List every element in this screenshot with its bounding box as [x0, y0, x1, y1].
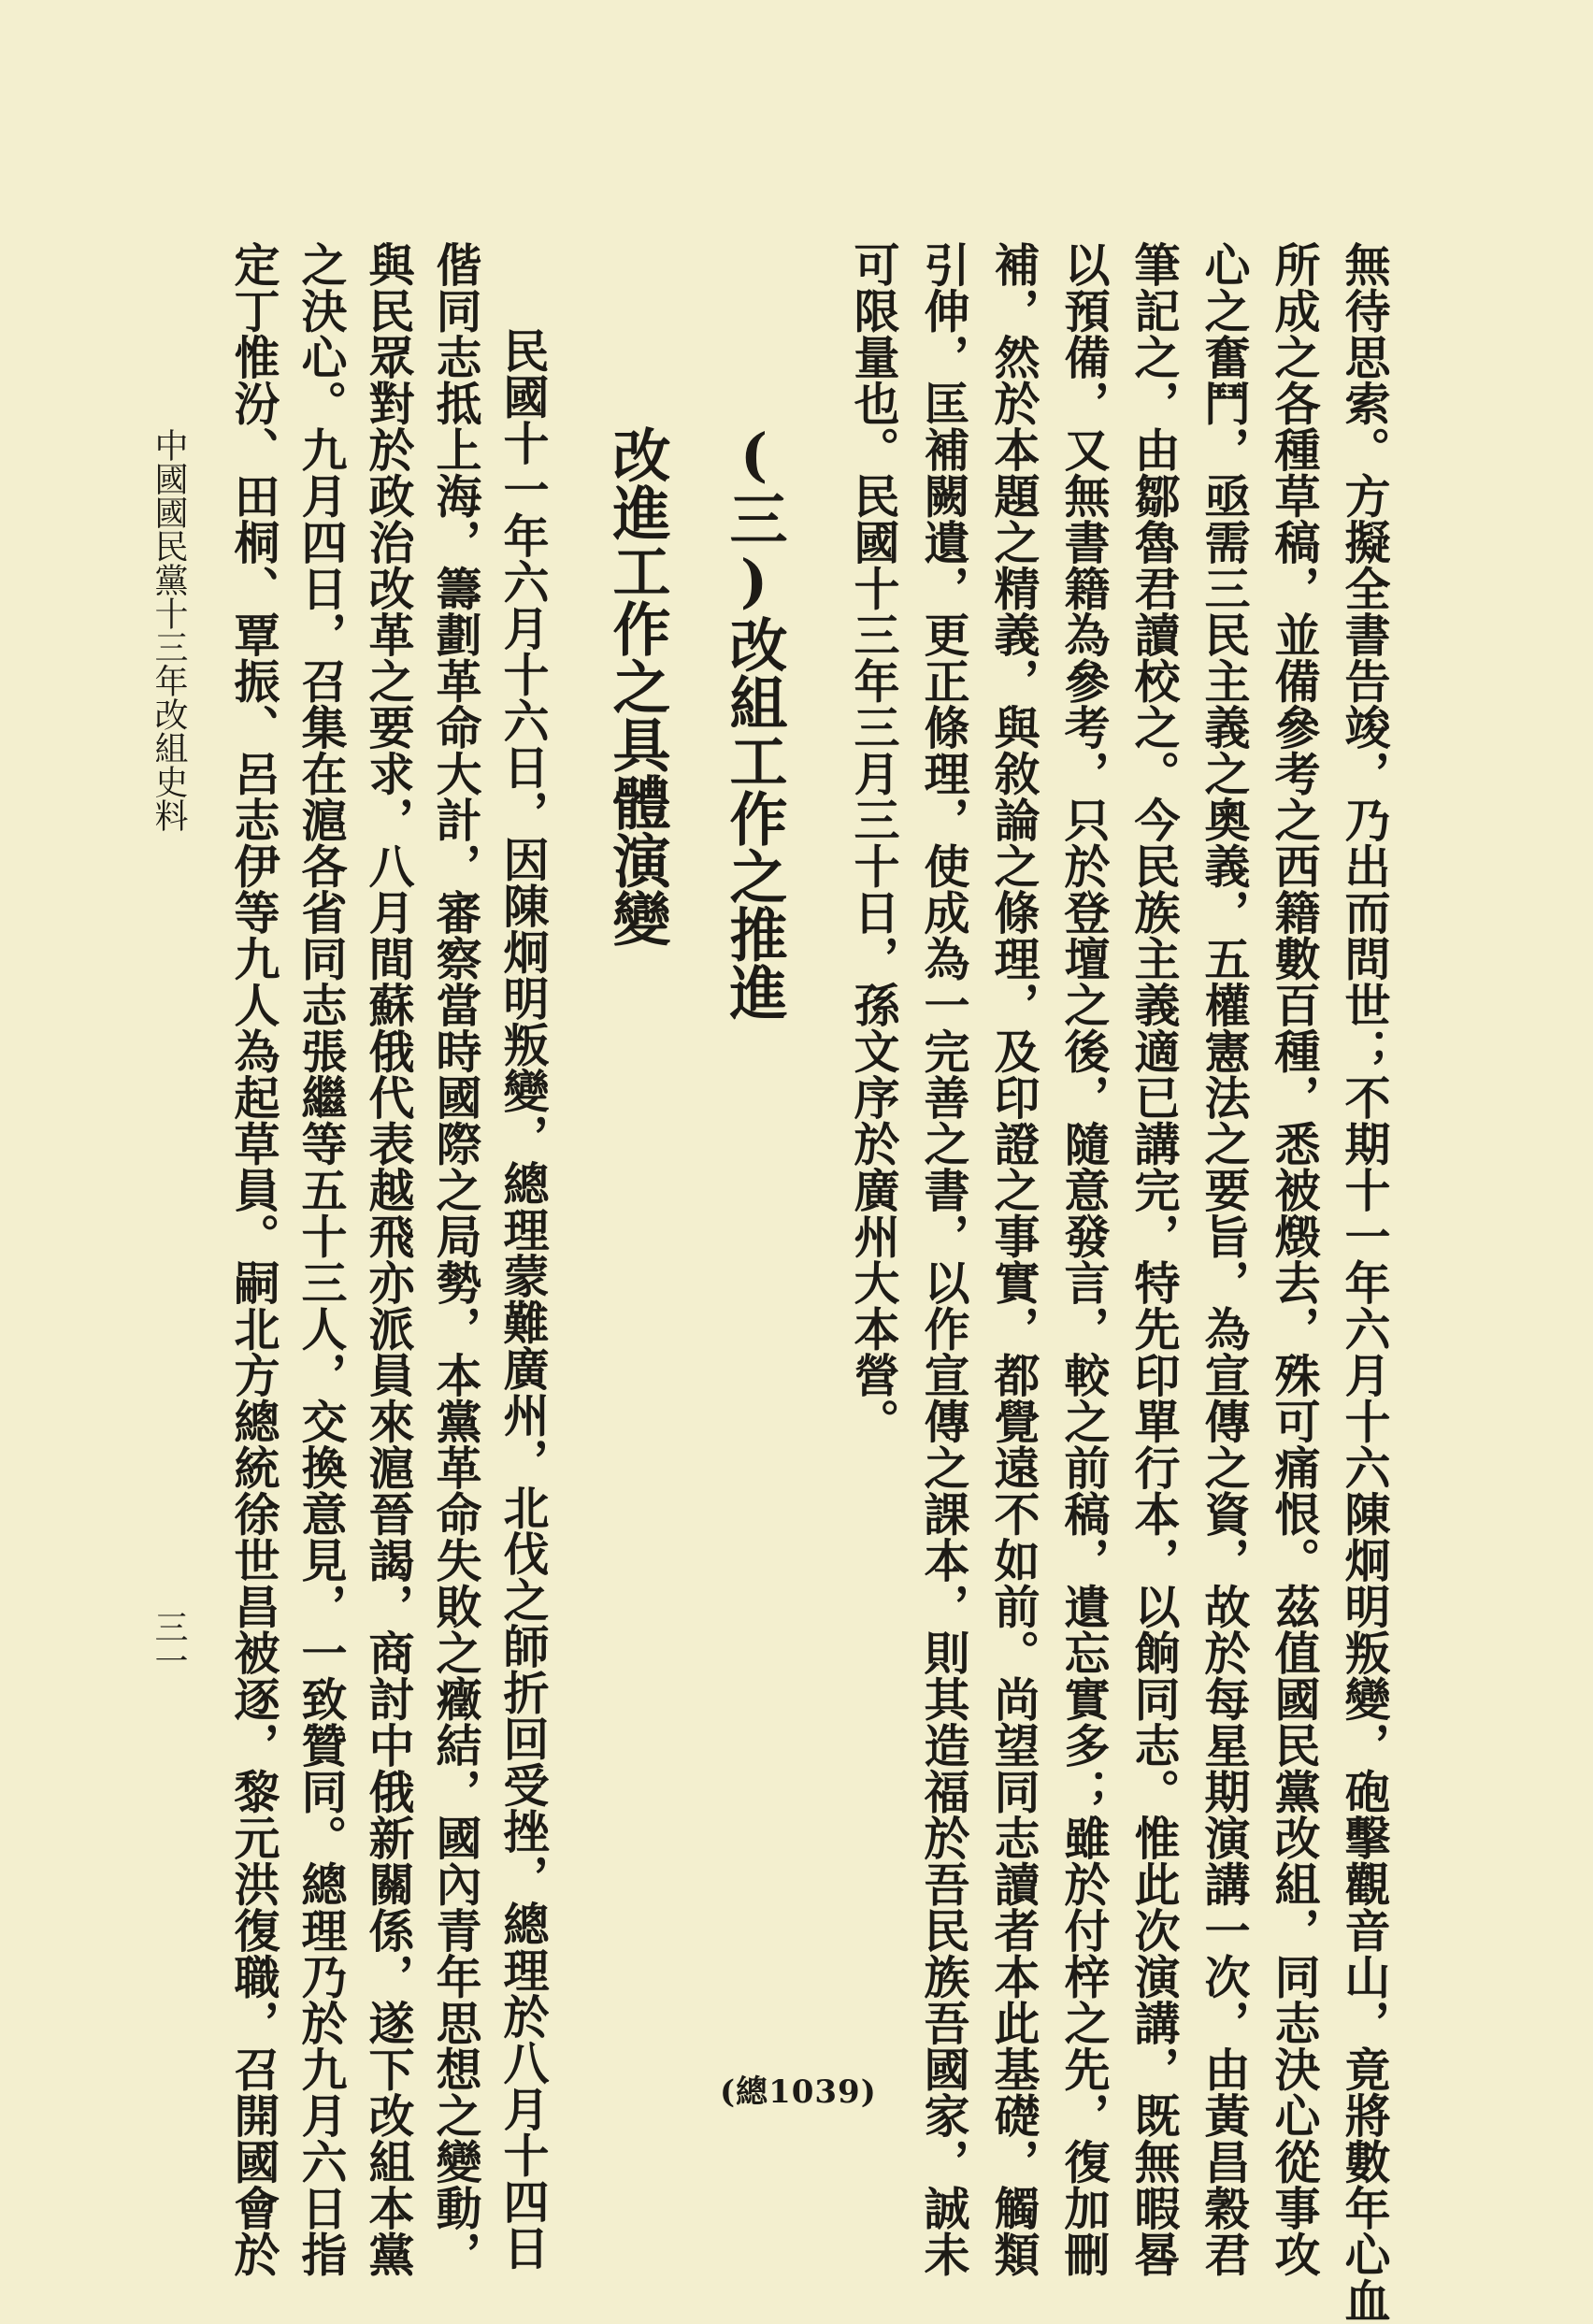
text-column-2: 所成之各種草稿，並備參考之西籍數百種，悉被燬去，殊可痛恨。茲值國民黨改組，同志決心從事攻	[1268, 241, 1322, 2277]
text-column-7: 引伸，匡補闕遺，更正條理，使成為一完善之書，以作宣傳之課本，則其造福於吾民族吾國家，誠未	[917, 241, 971, 2277]
section-heading: (三)改組工作之推進	[720, 421, 788, 1021]
book-title: 中國國民黨十三年改組史料	[150, 428, 188, 832]
text-column-6: 補，然於本題之精義，與敘論之條理，及印證之事實，都覺遠不如前。尚望同志讀者本此基礎，觸類	[987, 241, 1041, 2277]
text-column-3: 心之奮鬥，亟需三民主義之奧義，五權憲法之要旨，為宣傳之資，故於每星期演講一次，由黃昌穀君	[1198, 241, 1252, 2277]
text-column-5: 以預備，又無書籍為參考，只於登壇之後，隨意發言，較之前稿，遺忘實多；雖於付梓之先，復加刪	[1057, 241, 1112, 2277]
text-column-12: 之決心。九月四日，召集在滬各省同志張繼等五十三人，交換意見，一致贊同。總理乃於九月六日指	[294, 241, 349, 2277]
text-column-8: 可限量也。民國十三年三月三十日，孫文序於廣州大本營。	[847, 241, 901, 1444]
sub-heading: 改進工作之具體演變	[603, 425, 671, 947]
total-page-number: (總1039)	[720, 2073, 877, 2111]
text-column-9: 民國十一年六月十六日，因陳炯明叛變，總理蒙難廣州，北伐之師折回受挫，總理於八月十四日	[496, 327, 551, 2271]
text-column-1: 無待思索。方擬全書告竣，乃出而問世；不期十一年六月十六陳炯明叛變，砲擊觀音山，竟將數年心血	[1338, 241, 1392, 2324]
text-column-13: 定丁惟汾、田桐、覃振、呂志伊等九人為起草員。嗣北方總統徐世昌被逐，黎元洪復職，召開國會於	[227, 241, 281, 2277]
page-number: 三一	[150, 1610, 188, 1677]
text-column-4: 筆記之，由鄒魯君讀校之。今民族主義適已講完，特先印單行本，以餉同志。惟此次演講，既無暇晷	[1127, 241, 1182, 2277]
text-column-10: 偕同志抵上海，籌劃革命大計，審察當時國際之局勢，本黨革命失敗之癥結，國內青年思想之變動，	[429, 241, 483, 2277]
text-column-11: 與民眾對於政治改革之要求，八月間蘇俄代表越飛亦派員來滬晉謁，商討中俄新關係，遂下改組本黨	[362, 241, 416, 2277]
